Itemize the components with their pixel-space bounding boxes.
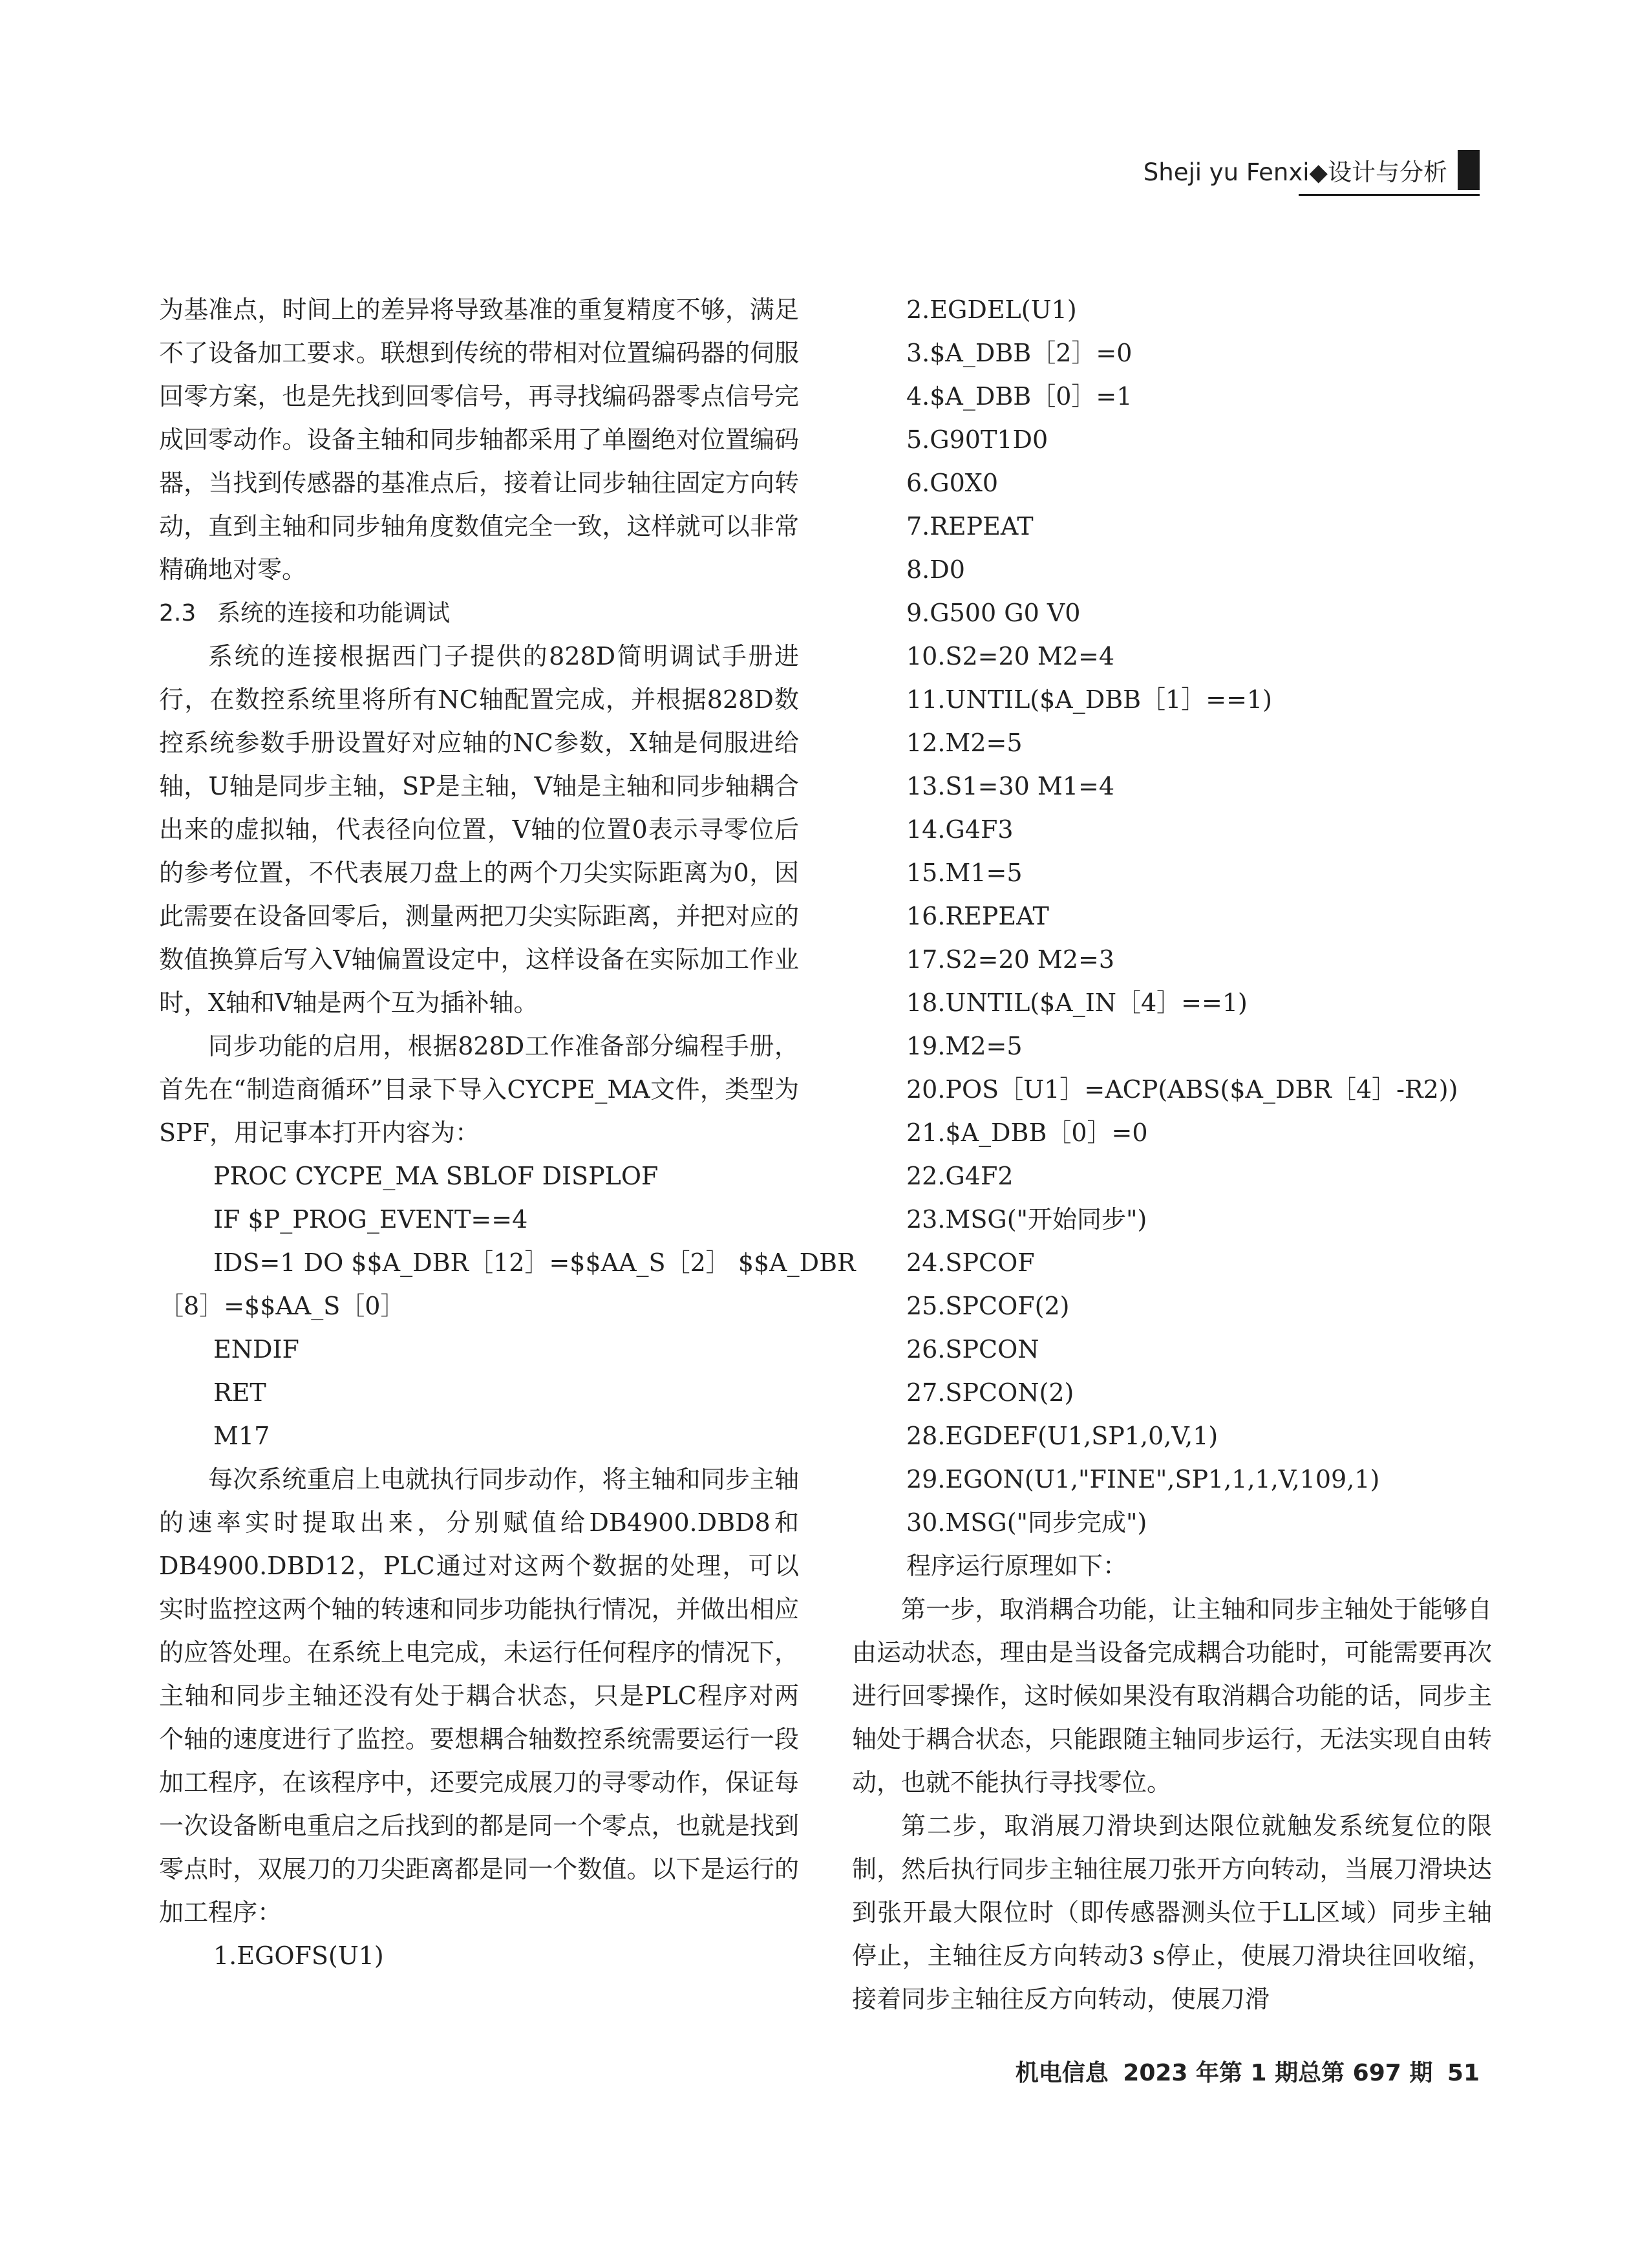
program-line: 4.$A_DBB［0］=1 bbox=[906, 382, 1133, 411]
program-line: 11.UNTIL($A_DBB［1］==1) bbox=[906, 685, 1272, 714]
program-line: 9.G500 G0 V0 bbox=[906, 599, 1081, 627]
paragraph-system-connection: 系统的连接根据西门子提供的828D简明调试手册进行，在数控系统里将所有NC轴配置完成，并根据828D数控系统参数手册设置好对应轴的NC参数，X轴是伺服进给轴，U轴是同步主轴，SP是主轴，V轴是主轴和同步轴耦合出来的虚拟轴，代表径向位置，V轴的位置0表示寻零位后的参考位置，不代表展刀盘上的两个刀尖实际距离为0，因此需要在设备回零后，测量两把刀尖实际距离，并把对应的数值换算后写入V轴偏置设定中，这样设备在实际加工作业时，X轴和V轴是两个互为插补轴。 bbox=[159, 642, 799, 1017]
program-listing bbox=[852, 288, 1492, 1545]
program-line: 16.REPEAT bbox=[906, 902, 1049, 930]
running-header bbox=[1144, 146, 1480, 194]
program-line: 6.G0X0 bbox=[906, 469, 999, 497]
program-line: 28.EGDEF(U1,SP1,0,V,1) bbox=[906, 1422, 1218, 1450]
program-line: 5.G90T1D0 bbox=[906, 425, 1048, 454]
page-number: 51 bbox=[1447, 2060, 1480, 2086]
program-line: 2.EGDEL(U1) bbox=[906, 295, 1077, 324]
program-line: 19.M2=5 bbox=[906, 1032, 1023, 1060]
section-title: 系统的连接和功能调试 bbox=[217, 600, 451, 626]
program-line: 20.POS［U1］=ACP(ABS($A_DBR［4］-R2)) bbox=[906, 1075, 1458, 1104]
program-line: 22.G4F2 bbox=[906, 1162, 1014, 1190]
program-line: 14.G4F3 bbox=[906, 815, 1014, 844]
section-heading bbox=[159, 592, 799, 635]
journal-name: 机电信息 bbox=[1015, 2060, 1109, 2086]
paragraph-sync-action: 每次系统重启上电就执行同步动作，将主轴和同步主轴的速率实时提取出来，分别赋值给DB4900.DBD8和DB4900.DBD12，PLC通过对这两个数据的处理，可以实时监控这两个轴的转速和同步功能执行情况，并做出相应的应答处理。在系统上电完成，未运行任何程序的情况下，主轴和同步主轴还没有处于耦合状态，只是PLC程序对两个轴的速度进行了监控。要想耦合轴数控系统需要运行一段加工程序，在该程序中，还要完成展刀的寻零动作，保证每一次设备断电重启之后找到的都是同一个零点，也就是找到零点时，双展刀的刀尖距离都是同一个数值。以下是运行的加工程序： bbox=[159, 1465, 799, 1927]
code-line: PROC CYCPE_MA SBLOF DISPLOF bbox=[213, 1162, 659, 1190]
program-line: 30.MSG("同步完成") bbox=[906, 1508, 1147, 1537]
program-line: 13.S1=30 M1=4 bbox=[906, 772, 1115, 800]
header-bar-ornament bbox=[1458, 150, 1480, 190]
paragraph-step-two: 第二步，取消展刀滑块到达限位就触发系统复位的限制，然后执行同步主轴往展刀张开方向转动，当展刀滑块达到张开最大限位时（即传感器测头位于LL区域）同步主轴停止，主轴往反方向转动3 s停止，使展刀滑块往回收缩，接着同步主轴往反方向转动，使展刀滑 bbox=[852, 1812, 1492, 2013]
program-line: 1.EGOFS(U1) bbox=[213, 1942, 384, 1970]
code-line: IF $P_PROG_EVENT==4 bbox=[213, 1205, 528, 1234]
principle-intro: 程序运行原理如下： bbox=[906, 1552, 1128, 1580]
left-column bbox=[159, 288, 856, 1978]
program-line: 17.S2=20 M2=3 bbox=[906, 945, 1115, 974]
code-line: IDS=1 DO $$A_DBR［12］=$$AA_S［2］ $$A_DBR bbox=[213, 1248, 856, 1277]
program-line: 25.SPCOF(2) bbox=[906, 1292, 1070, 1320]
program-line: 8.D0 bbox=[906, 555, 965, 584]
program-line: 15.M1=5 bbox=[906, 859, 1023, 887]
program-line: 7.REPEAT bbox=[906, 512, 1034, 540]
code-line: RET bbox=[213, 1378, 266, 1407]
paragraph-sync-enable: 同步功能的启用，根据828D工作准备部分编程手册，首先在“制造商循环”目录下导入CYCPE_MA文件，类型为SPF，用记事本打开内容为： bbox=[159, 1032, 799, 1147]
program-line: 24.SPCOF bbox=[906, 1248, 1035, 1277]
right-column bbox=[852, 288, 1492, 2021]
section-number: 2.3 bbox=[159, 600, 197, 626]
header-rule bbox=[1299, 194, 1480, 196]
program-line: 26.SPCON bbox=[906, 1335, 1039, 1364]
page-footer bbox=[1009, 2055, 1480, 2088]
issue-info: 2023 年第 1 期总第 697 期 bbox=[1123, 2060, 1433, 2086]
program-line: 10.S2=20 M2=4 bbox=[906, 642, 1115, 670]
program-line: 3.$A_DBB［2］=0 bbox=[906, 339, 1133, 367]
code-line: M17 bbox=[213, 1422, 270, 1450]
program-line: 12.M2=5 bbox=[906, 729, 1023, 757]
code-line-continuation: ［8］=$$AA_S［0］ bbox=[159, 1292, 405, 1320]
program-line: 29.EGON(U1,"FINE",SP1,1,1,V,109,1) bbox=[906, 1465, 1380, 1493]
program-line: 27.SPCON(2) bbox=[906, 1378, 1074, 1407]
program-line: 23.MSG("开始同步") bbox=[906, 1205, 1147, 1234]
code-line: ENDIF bbox=[213, 1335, 299, 1364]
program-line: 18.UNTIL($A_IN［4］==1) bbox=[906, 989, 1248, 1017]
program-line: 21.$A_DBB［0］=0 bbox=[906, 1118, 1148, 1147]
paragraph-zero-return: 为基准点，时间上的差异将导致基准的重复精度不够，满足不了设备加工要求。联想到传统的带相对位置编码器的伺服回零方案，也是先找到回零信号，再寻找编码器零点信号完成回零动作。设备主轴和同步轴都采用了单圈绝对位置编码器，当找到传感器的基准点后，接着让同步轴往固定方向转动，直到主轴和同步轴角度数值完全一致，这样就可以非常精确地对零。 bbox=[159, 295, 799, 584]
running-title: Sheji yu Fenxi◆设计与分析 bbox=[1143, 158, 1447, 186]
paragraph-step-one: 第一步，取消耦合功能，让主轴和同步主轴处于能够自由运动状态，理由是当设备完成耦合功能时，可能需要再次进行回零操作，这时候如果没有取消耦合功能的话，同步主轴处于耦合状态，只能跟随主轴同步运行，无法实现自由转动，也就不能执行寻找零位。 bbox=[852, 1595, 1492, 1797]
